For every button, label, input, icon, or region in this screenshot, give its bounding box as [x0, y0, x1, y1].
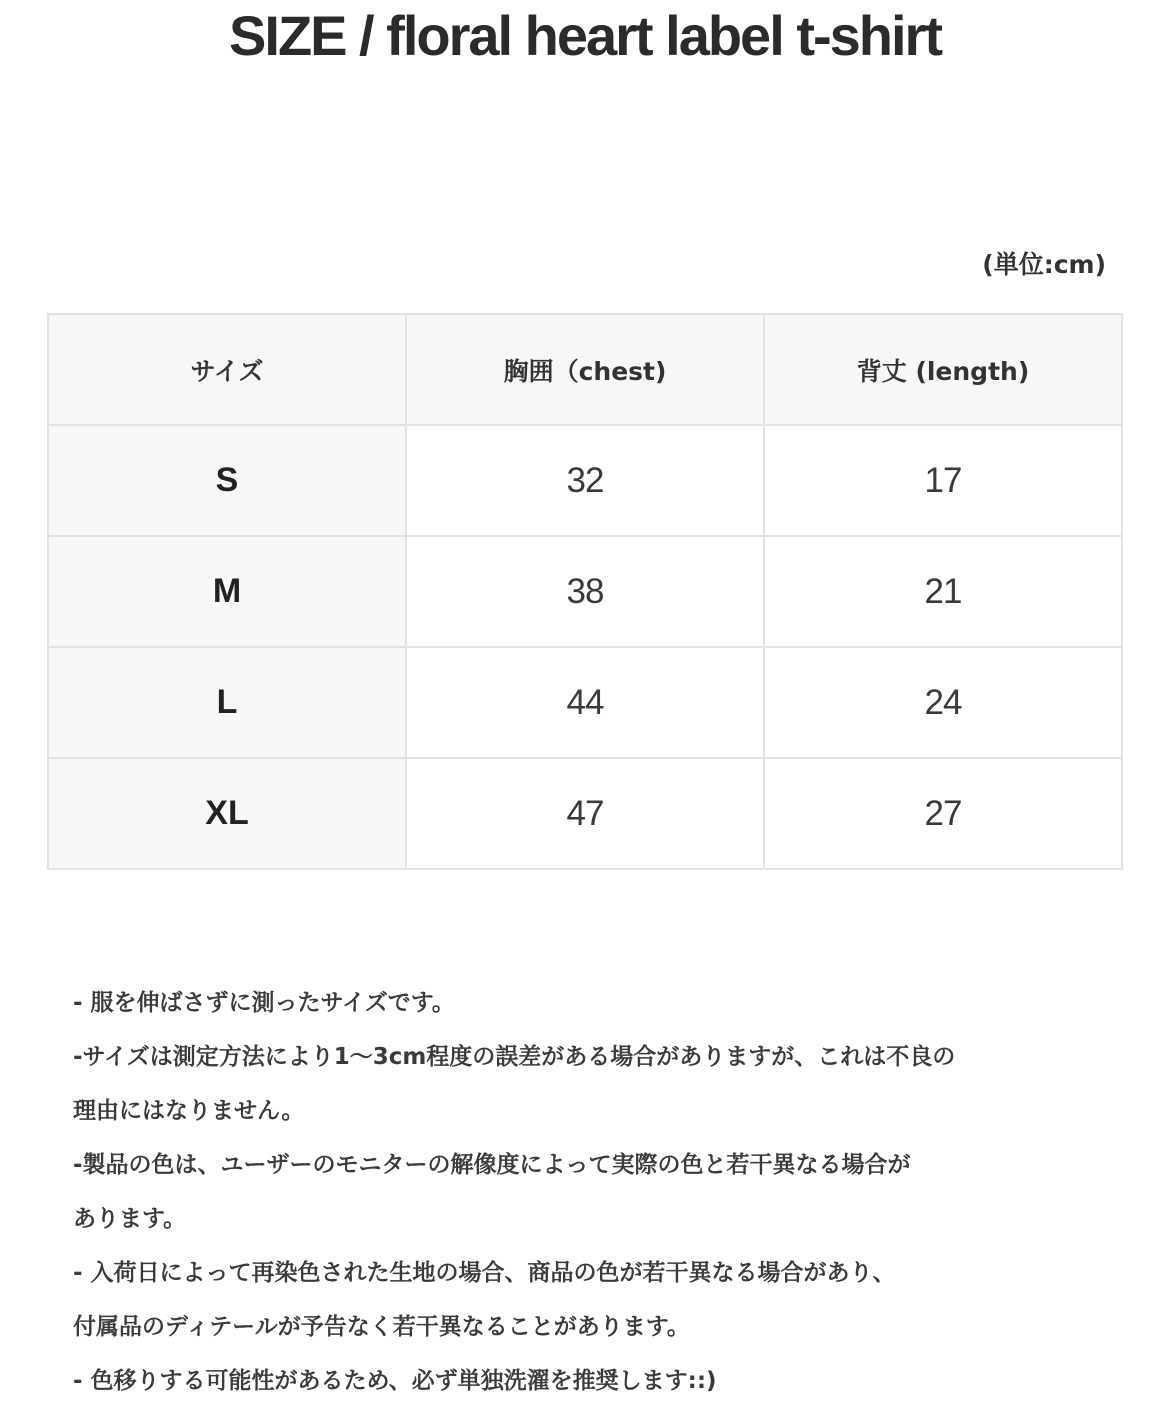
note-line: あります。 [73, 1206, 187, 1232]
note-line: - 色移りする可能性があるため、必ず単独洗濯を推奨します::) [73, 1368, 717, 1394]
length-cell: 24 [764, 647, 1122, 758]
header-length: 背丈 (length) [764, 314, 1122, 425]
header-size: サイズ [48, 314, 406, 425]
note-line: 付属品のディテールが予告なく若干異なることがあります。 [73, 1314, 690, 1340]
size-cell: S [48, 425, 406, 536]
size-cell: M [48, 536, 406, 647]
chest-cell: 32 [406, 425, 764, 536]
note-line: -サイズは測定方法により1～3cm程度の誤差がある場合がありますが、これは不良の [73, 1044, 956, 1070]
note-line: - 入荷日によって再染色された生地の場合、商品の色が若干異なる場合があり、 [73, 1260, 896, 1286]
note-line: - 服を伸ばさずに測ったサイズです。 [73, 990, 455, 1016]
chest-cell: 38 [406, 536, 764, 647]
length-cell: 17 [764, 425, 1122, 536]
length-cell: 27 [764, 758, 1122, 869]
unit-label: (単位:cm) [982, 250, 1106, 279]
size-cell: L [48, 647, 406, 758]
length-cell: 21 [764, 536, 1122, 647]
header-chest: 胸囲（chest) [406, 314, 764, 425]
table-row [48, 425, 1122, 536]
chest-cell: 47 [406, 758, 764, 869]
size-table [47, 313, 1123, 870]
note-line: -製品の色は、ユーザーのモニターの解像度によって実際の色と若干異なる場合が [73, 1152, 911, 1178]
chest-cell: 44 [406, 647, 764, 758]
size-cell: XL [48, 758, 406, 869]
page-title: SIZE / floral heart label t-shirt [229, 4, 941, 67]
table-row [48, 536, 1122, 647]
note-line: 理由にはなりません。 [73, 1098, 305, 1124]
notes-list [73, 976, 1083, 1408]
table-row [48, 758, 1122, 869]
table-row [48, 647, 1122, 758]
table-header-row [48, 314, 1122, 425]
